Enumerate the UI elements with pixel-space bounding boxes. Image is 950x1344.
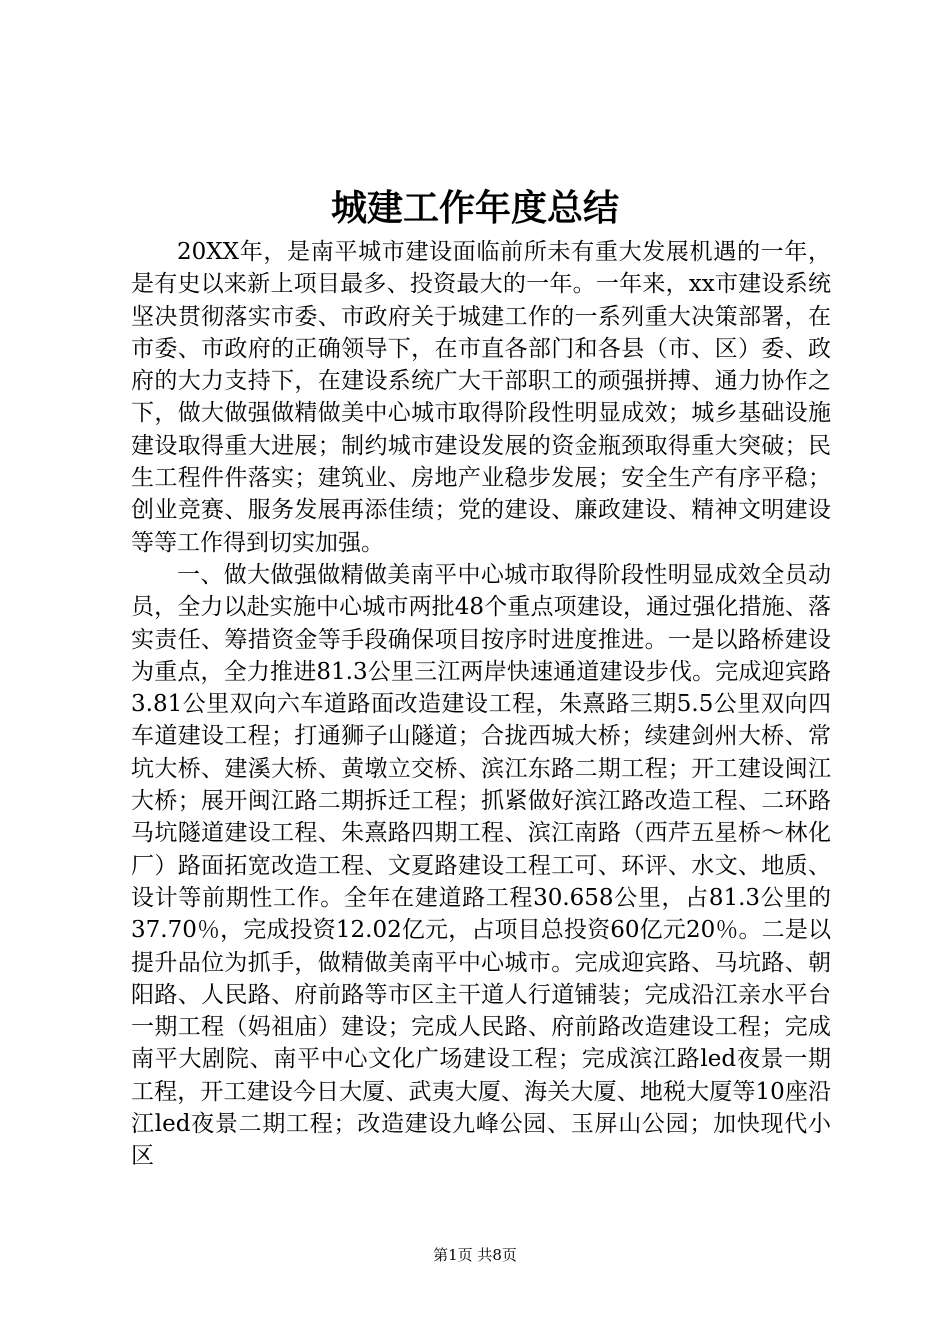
paragraph-intro: 20XX年，是南平城市建设面临前所未有重大发展机遇的一年，是有史以来新上项目最多、投资最大的一年。一年来，xx市建设系统坚决贯彻落实市委、市政府关于城建工作的一系列重大决策部署，在市委、市政府的正确领导下，在市直各部门和各县（市、区）委、政府的大力支持下，在建设系统广大干部职工的顽强拼搏、通力协作之下，做大做强做精做美中心城市取得阶段性明显成效；城乡基础设施建设取得重大进展；制约城市建设发展的资金瓶颈取得重大突破；民生工程件件落实；建筑业、房地产业稳步发展；安全生产有序平稳；创业竞赛、服务发展再添佳绩；党的建设、廉政建设、精神文明建设等等工作得到切实加强。 (131, 239, 831, 556)
document-title: 城建工作年度总结 (330, 187, 619, 229)
document-body (131, 236, 831, 1173)
paragraph-section-1: 一、做大做强做精做美南平中心城市取得阶段性明显成效全员动员，全力以赴实施中心城市两批48个重点项建设，通过强化措施、落实责任、筹措资金等手段确保项目按序时进度推进。一是以路桥建设为重点，全力推进81.3公里三江两岸快速通道建设步伐。完成迎宾路3.81公里双向六车道路面改造建设工程，朱熹路三期5.5公里双向四车道建设工程；打通狮子山隧道；合拢西城大桥；续建剑州大桥、常坑大桥、建溪大桥、黄墩立交桥、滨江东路二期工程；开工建设闽江大桥；展开闽江路二期拆迁工程；抓紧做好滨江路改造工程、二环路马坑隧道建设工程、朱熹路四期工程、滨江南路（西芹五星桥～林化厂）路面拓宽改造工程、文夏路建设工程工可、环评、水文、地质、设计等前期性工作。全年在建道路工程30.658公里，占81.3公里的37.70％，完成投资12.02亿元，占项目总投资60亿元20％。二是以提升品位为抓手，做精做美南平中心城市。完成迎宾路、马坑路、朝阳路、人民路、府前路等市区主干道人行道铺装；完成沿江亲水平台一期工程（妈祖庙）建设；完成人民路、府前路改造建设工程；完成南平大剧院、南平中心文化广场建设工程；完成滨江路led夜景一期工程，开工建设今日大厦、武夷大厦、海关大厦、地税大厦等10座沿江led夜景二期工程；改造建设九峰公园、玉屏山公园；加快现代小区 (131, 561, 831, 1170)
page-number-footer: 第1页 共8页 (433, 1246, 517, 1264)
